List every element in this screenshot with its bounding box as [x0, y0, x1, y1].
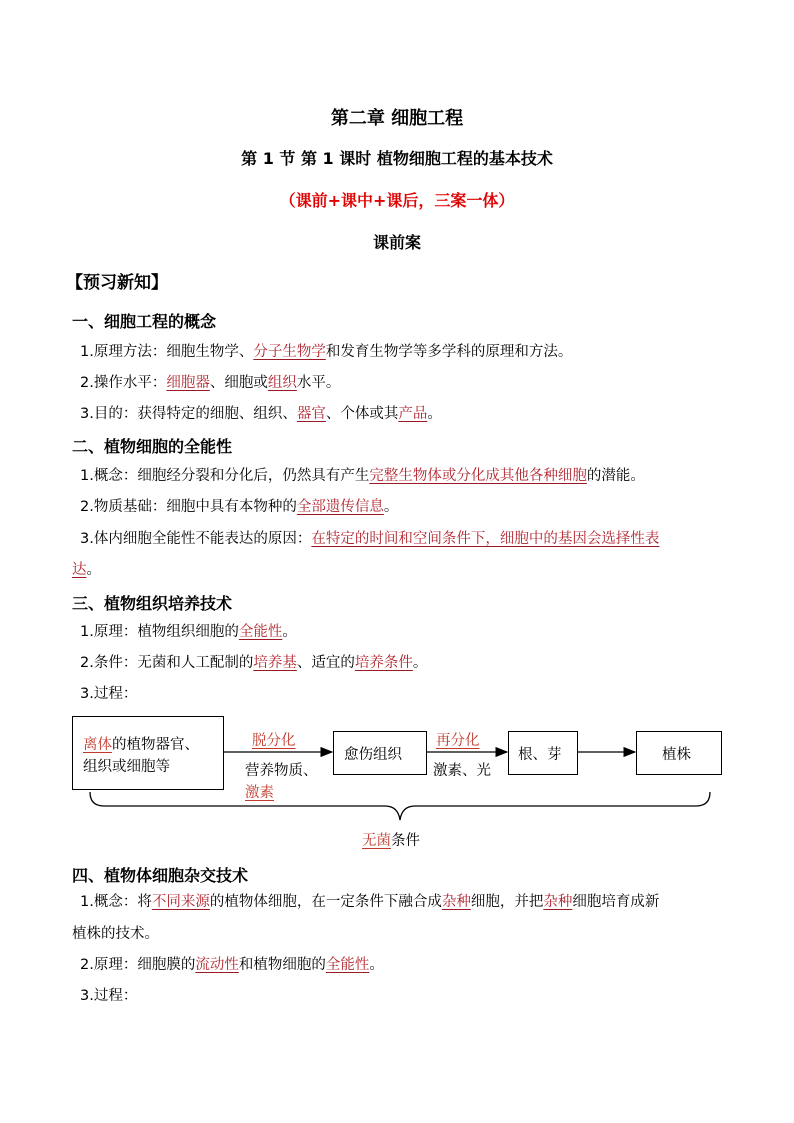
- arrow1-label-bottom: 营养物质、: [245, 763, 318, 779]
- s1-line3: 3.目的：获得特定的细胞、组织、器官、个体或其产品。: [80, 406, 442, 422]
- section-heading: 课前案: [372, 233, 421, 252]
- flow-box-explant: 离体的植物器官、 组织或细胞等: [72, 716, 224, 790]
- s2-line1: 1.概念：细胞经分裂和分化后，仍然具有产生完整生物体或分化成其他各种细胞的潜能。: [80, 468, 645, 484]
- flow-box-callus: 愈伤组织: [333, 731, 427, 775]
- s2-line2: 2.物质基础：细胞中具有本物种的全部遗传信息。: [80, 499, 399, 515]
- tagline: （课前+课中+课后，三案一体）: [279, 191, 515, 210]
- arrow1-label-bottom2: 激素: [245, 785, 274, 801]
- s1-line2: 2.操作水平：细胞器、细胞或组织水平。: [80, 375, 341, 391]
- s4-line3: 3.过程：: [80, 988, 138, 1004]
- flow-box-plant: 植株: [636, 731, 722, 775]
- s2-line3: 3.体内细胞全能性不能表达的原因：在特定的时间和空间条件下，细胞中的基因会选择性表: [80, 531, 660, 547]
- s3-line1: 1.原理：植物组织细胞的全能性。: [80, 624, 297, 640]
- s2-heading: 二、植物细胞的全能性: [72, 437, 233, 456]
- s4-heading: 四、植物体细胞杂交技术: [72, 866, 249, 885]
- s4-line2: 2.原理：细胞膜的流动性和植物细胞的全能性。: [80, 957, 384, 973]
- s1-heading: 一、细胞工程的概念: [72, 312, 217, 331]
- s2-line3-cont: 达。: [72, 562, 101, 578]
- flow-box-root-bud: 根、芽: [508, 731, 578, 775]
- chapter-title: 第二章 细胞工程: [330, 108, 464, 129]
- brace: [90, 792, 710, 820]
- s4-line1-cont: 植株的技术。: [72, 926, 159, 942]
- brace-label: 无菌条件: [362, 833, 420, 849]
- s1-line1: 1.原理方法：细胞生物学、分子生物学和发育生物学等多学科的原理和方法。: [80, 344, 573, 360]
- lesson-title: 第 1 节 第 1 课时 植物细胞工程的基本技术: [241, 149, 553, 168]
- s3-line2: 2.条件：无菌和人工配制的培养基、适宜的培养条件。: [80, 655, 428, 671]
- s3-line3: 3.过程：: [80, 686, 138, 702]
- arrow2-label-bottom: 激素、光: [433, 763, 491, 779]
- arrow1-label-top: 脱分化: [252, 733, 296, 749]
- s4-line1: 1.概念：将不同来源的植物体细胞，在一定条件下融合成杂种细胞，并把杂种细胞培育成新: [80, 894, 660, 910]
- arrow2-label-top: 再分化: [436, 733, 480, 749]
- s3-heading: 三、植物组织培养技术: [72, 594, 233, 613]
- preview-heading: 【预习新知】: [66, 273, 168, 293]
